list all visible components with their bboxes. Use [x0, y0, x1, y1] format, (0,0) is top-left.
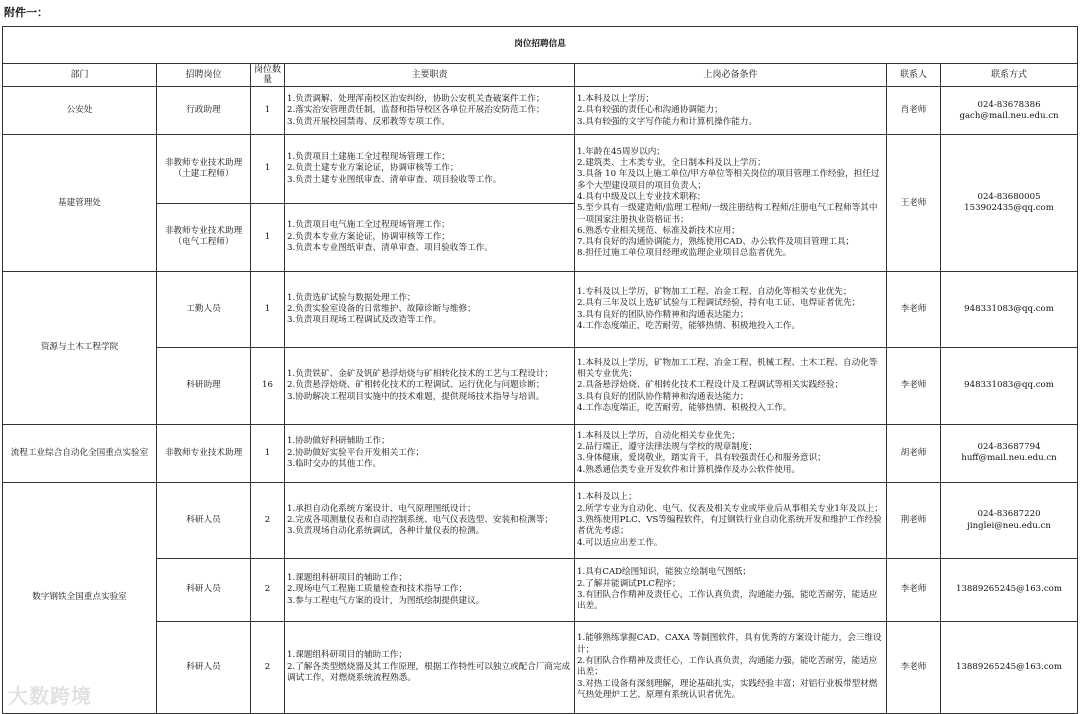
cell-line: 3.负责现场自动化系统调试，各种计量仪表的检测。 [287, 526, 485, 537]
contact-method-cell [941, 87, 1078, 135]
count-cell: 1 [251, 87, 285, 135]
cell-line: 8.担任过施工单位项目经理或监理企业项目总监者优先。 [577, 248, 792, 259]
contact-method-cell [941, 272, 1078, 348]
cell-line: 2.负责悬浮焙烧、矿相转化技术的工程调试、运行优化与问题诊断； [287, 380, 545, 391]
table-row [3, 87, 1078, 135]
cell-line: 024-83680005 [977, 191, 1041, 202]
cell-line: 1.能够熟练掌握CAD、CAXA 等制图软件，具有优秀的方案设计能力，会三维设计； [577, 633, 882, 655]
cell-line: 1.课题组科研项目的辅助工作； [287, 572, 407, 583]
cell-line: 4.工作态度端正，吃苦耐劳，能够热情、积极地投入工作。 [577, 321, 801, 331]
count-cell: 1 [251, 135, 285, 203]
cell-line: huff@mail.neu.edu.cn [961, 453, 1057, 464]
cell-line: 2.建筑类、土木类专业，全日制本科及以上学历； [577, 158, 766, 169]
cell-line: （土建工程师） [173, 169, 234, 180]
dept-cell: 数字钢铁全国重点实验室 [3, 482, 157, 713]
position-cell: 工勤人员 [157, 272, 251, 348]
header-count: 岗位数量 [251, 64, 285, 87]
requirements-cell [575, 135, 887, 272]
cell-line: 1.负责铁矿、金矿及钒矿悬浮焙烧与矿相转化技术的工艺与工程设计； [287, 369, 554, 380]
cell-line: 2.所学专业为自动化、电气、仪表及相关专业或毕业后从事相关专业1年及以上； [577, 503, 883, 514]
cell-line: 2.具备悬浮焙烧、矿相转化技术工程设计及工程调试等相关实践经验； [577, 380, 844, 391]
position-cell: 非教师专业技术助理 [157, 424, 251, 482]
requirements-cell [575, 348, 887, 424]
cell-line: 13889265245@163.com [956, 661, 1063, 672]
table-row [3, 272, 1078, 348]
watermark-logo: 大数跨境 [8, 684, 92, 708]
contact-method-cell [941, 348, 1078, 424]
cell-line: 3.协助解决工程项目实施中的技术难题，提供现场技术指导与培训。 [287, 391, 545, 402]
cell-line: 3.身体健康，爱岗敬业，踏实肯干，具有较强责任心和服务意识； [577, 453, 826, 464]
duties-cell [285, 559, 575, 621]
count-cell: 2 [251, 482, 285, 558]
duties-cell [285, 424, 575, 482]
header-dept: 部门 [3, 64, 157, 87]
position-cell: 科研人员 [157, 559, 251, 621]
cell-line: 3.临时交办的其他工作。 [287, 458, 382, 469]
cell-line: 2.完成各项测量仪表和自动控制系统、电气仪表选型、安装和检测等； [287, 514, 554, 525]
cell-line: 3.负责开展校园禁毒、反邪教等专项工作。 [287, 116, 450, 127]
cell-line: 1.本科及以上学历； [577, 93, 654, 104]
contact-cell: 荆老师 [887, 482, 941, 558]
cell-line: gach@mail.neu.edu.cn [959, 110, 1059, 121]
cell-line: 1.年龄在45周岁以内； [577, 146, 665, 157]
table-row [3, 348, 1078, 424]
requirements-cell [575, 559, 887, 621]
cell-line: 948331083@qq.com [964, 304, 1054, 315]
position-cell: 科研人员 [157, 482, 251, 558]
cell-line: 3.有团队合作精神及责任心，工作认真负责，沟通能力强，能吃苦耐劳，能适应出差。 [577, 589, 878, 612]
cell-line: 3.负责项目现场工程调试及改造等工作。 [287, 315, 442, 326]
contact-method-cell [941, 559, 1078, 621]
cell-line: 3.负责本专业图纸审查、清单审查、项目验收等工作。 [287, 243, 493, 254]
dept-cell: 流程工业综合自动化全国重点实验室 [3, 424, 157, 482]
cell-line: 4.熟悉通信类专业开发软件和计算机操作及办公软件使用。 [577, 464, 801, 475]
header-contact-method: 联系方式 [941, 64, 1078, 87]
cell-line: 1.本科及以上学历，自动化相关专业优先； [577, 430, 740, 441]
requirements-cell [575, 482, 887, 558]
duties-cell [285, 135, 575, 203]
count-cell: 2 [251, 621, 285, 713]
cell-line: 2.有团队合作精神及责任心，工作认真负责，沟通能力强，能吃苦耐劳，能适应出差； [577, 655, 878, 678]
dept-cell: 资源与土木工程学院 [3, 272, 157, 425]
cell-line: 1.承担自动化系统方案设计、电气原理图纸设计； [287, 503, 476, 514]
header-duties: 主要职责 [285, 64, 575, 87]
cell-line: 5.至少具有一级建造师/监理工程师/一级注册结构工程师/注册电气工程师等其中一项国家注册执业资格证书； [577, 203, 878, 225]
cell-line: 2.负责实验室设备的日常维护、故障诊断与维修； [287, 304, 476, 315]
position-cell: 科研人员 [157, 621, 251, 713]
duties-cell [285, 203, 575, 271]
cell-line: 3.具有良好的团队协作精神和沟通表达能力； [577, 391, 749, 402]
table-row [3, 482, 1078, 558]
cell-line: 1.本科及以上学历，矿物加工工程、冶金工程、机械工程、土木工程、自动化等相关专业优先； [577, 357, 878, 380]
contact-method-cell [941, 135, 1078, 272]
cell-line: 2.负责本专业方案论证，协调审核等工作； [287, 231, 450, 242]
contact-cell: 李老师 [887, 348, 941, 424]
count-cell: 16 [251, 348, 285, 424]
contact-method-cell [941, 621, 1078, 713]
cell-line: 948331083@qq.com [964, 380, 1054, 391]
cell-line: 3.具有良好的团队协作精神和沟通表达能力； [577, 309, 749, 320]
cell-line: 2.了解并能调试PLC程序； [577, 578, 681, 589]
cell-line: 4.可以适应出差工作。 [577, 537, 663, 548]
cell-line: 6.熟悉专业相关规范、标准及新技术应用； [577, 225, 740, 236]
position-cell [157, 135, 251, 203]
header-contact: 联系人 [887, 64, 941, 87]
duties-cell [285, 272, 575, 348]
duties-cell [285, 87, 575, 135]
cell-line: 2.具有三年及以上选矿试验与工程调试经验，持有电工证、电焊证者优先； [577, 298, 861, 309]
contact-cell: 李老师 [887, 559, 941, 621]
cell-line: 3.负责土建专业图纸审查、清单审查、项目验收等工作。 [287, 174, 502, 185]
cell-line: 3.具备 10 年及以上施工单位/甲方单位等相关岗位的项目管理工作经验，担任过多个大型建设项目的项目负责人； [577, 169, 880, 191]
cell-line: 7.具有良好的沟通协调能力，熟练使用CAD、办公软件及项目管理工具； [577, 237, 855, 248]
cell-line: 153902435@qq.com [964, 203, 1054, 214]
duties-cell [285, 621, 575, 713]
requirements-cell [575, 424, 887, 482]
cell-line: 024-83687794 [977, 442, 1041, 453]
cell-line: 1.专科及以上学历，矿物加工工程、冶金工程、自动化等相关专业优先； [577, 287, 852, 298]
cell-line: jinglei@neu.edu.cn [967, 520, 1051, 531]
recruitment-table [2, 26, 1078, 714]
table-row [3, 559, 1078, 621]
position-cell: 科研助理 [157, 348, 251, 424]
cell-line: 1.负责选矿试验与数据处理工作； [287, 292, 416, 303]
attachment-label: 附件一： [4, 6, 48, 19]
table-row [3, 621, 1078, 713]
cell-line: 3.具有较强的文字写作能力和计算机操作能力。 [577, 116, 758, 127]
cell-line: 3.参与工程电气方案的设计，为图纸绘制提供建议。 [287, 595, 485, 606]
cell-line: 1.负责项目电气施工全过程现场管理工作； [287, 220, 450, 231]
position-cell: 行政助理 [157, 87, 251, 135]
dept-cell: 公安处 [3, 87, 157, 135]
count-cell: 1 [251, 424, 285, 482]
cell-line: 2.协助做好实验平台开发相关工作； [287, 447, 425, 458]
cell-line: 1.具有CAD绘图知识，能独立绘制电气图纸； [577, 567, 751, 578]
contact-cell: 胡老师 [887, 424, 941, 482]
dept-cell: 基建管理处 [3, 135, 157, 272]
contact-cell: 李老师 [887, 272, 941, 348]
cell-line: （电气工程师） [173, 237, 234, 248]
cell-line: 1.课题组科研项目的辅助工作； [287, 650, 407, 661]
cell-line: 2.了解各类型燃烧器及其工作原理，根据工作特性可以独立或配合厂商完成调试工作，对燃烧系统流程熟悉。 [287, 661, 571, 683]
count-cell: 1 [251, 272, 285, 348]
contact-method-cell [941, 482, 1078, 558]
contact-method-cell [941, 424, 1078, 482]
requirements-cell [575, 87, 887, 135]
requirements-cell [575, 621, 887, 713]
table-title: 岗位招聘信息 [3, 27, 1078, 64]
cell-line: 3.熟练使用PLC、VS等编程软件，有过钢铁行业自动化系统开发和维护工作经验者优先考虑； [577, 514, 882, 537]
count-cell: 1 [251, 203, 285, 271]
contact-cell: 李老师 [887, 621, 941, 713]
cell-line: 024-83687220 [977, 509, 1041, 520]
cell-line: 非教师专业技术助理 [164, 157, 243, 168]
table-row [3, 135, 1078, 203]
cell-line: 4.工作态度端正，吃苦耐劳，能够热情、积极投入工作。 [577, 402, 792, 413]
count-cell: 2 [251, 559, 285, 621]
requirements-cell [575, 272, 887, 348]
position-cell [157, 203, 251, 271]
cell-line: 3.对热工设备有深刻理解，理论基础扎实，实践经验丰富；对铝行业板带型材燃气热处理炉工艺、原理有系统认识者优先。 [577, 678, 878, 700]
contact-cell: 肖老师 [887, 87, 941, 135]
header-position: 招聘岗位 [157, 64, 251, 87]
cell-line: 1.协助做好科研辅助工作； [287, 436, 390, 447]
cell-line: 2.落实治安管理责任制，监督和指导校区各单位开展治安防范工作； [287, 105, 545, 116]
cell-line: 2.品行端正，遵守法律法规与学校的规章制度； [577, 442, 758, 453]
cell-line: 2.具有较强的责任心和沟通协调能力； [577, 105, 723, 116]
contact-cell: 王老师 [887, 135, 941, 272]
duties-cell [285, 348, 575, 424]
cell-line: 13889265245@163.com [956, 584, 1063, 595]
table-header-row [3, 64, 1078, 87]
cell-line: 非教师专业技术助理 [164, 226, 243, 237]
cell-line: 1.负责项目土建施工全过程现场管理工作； [287, 152, 450, 163]
duties-cell [285, 482, 575, 558]
cell-line: 1.负责调解、处理浑南校区治安纠纷，协助公安机关查破案件工作； [287, 93, 545, 104]
cell-line: 1.本科及以上； [577, 492, 637, 503]
cell-line: 4.具有中级及以上专业技术职称； [577, 191, 706, 202]
table-row [3, 424, 1078, 482]
cell-line: 2.现场电气工程施工质量检查和技术指导工作； [287, 584, 468, 595]
header-requirements: 上岗必备条件 [575, 64, 887, 87]
cell-line: 024-83678386 [977, 99, 1041, 110]
cell-line: 2.负责土建专业方案论证，协调审核等工作； [287, 163, 459, 174]
